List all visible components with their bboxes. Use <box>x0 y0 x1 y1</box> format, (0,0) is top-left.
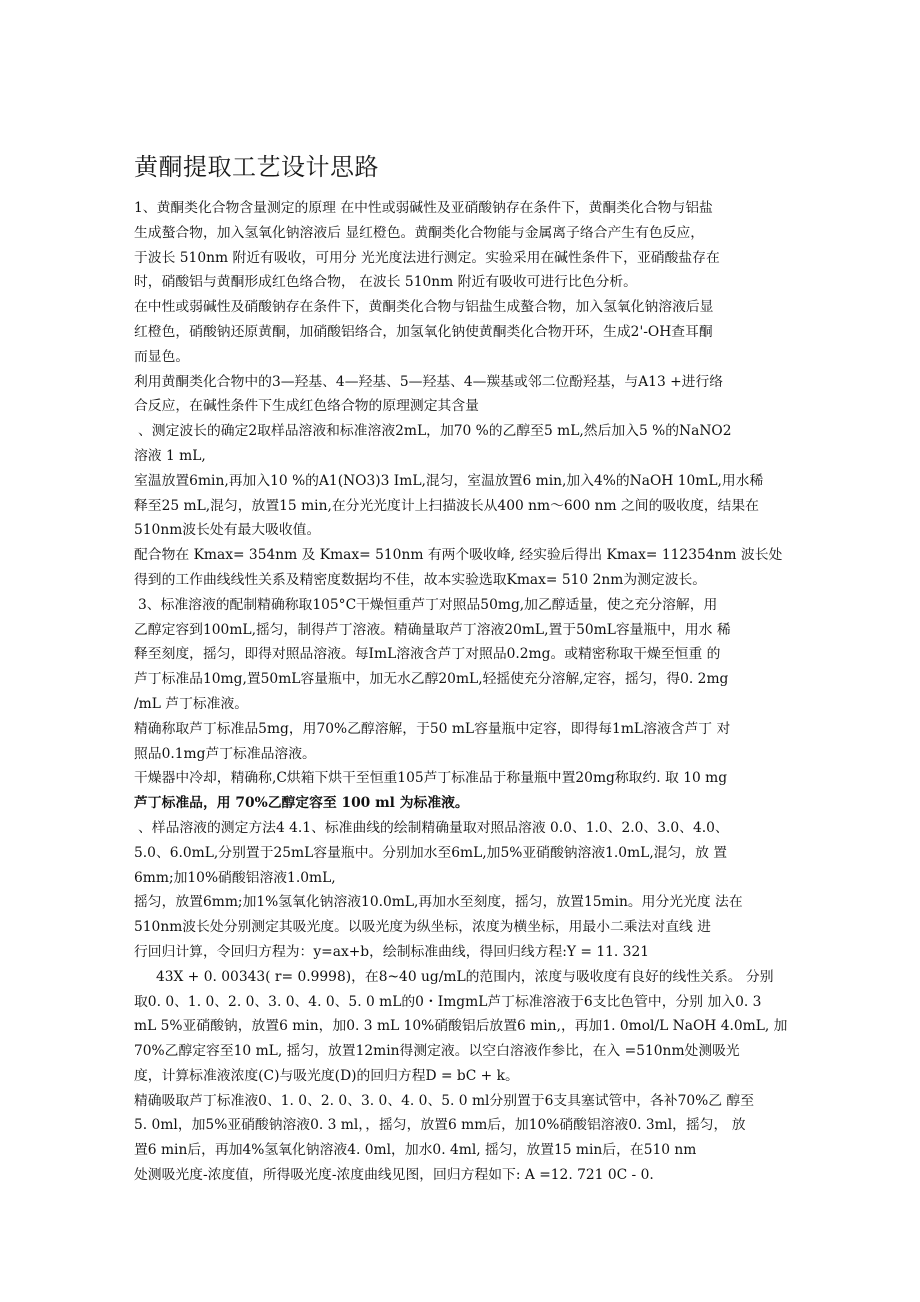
paragraph-line: 室温放置6min,再加入10 %的A1(NO3)3 ImL,混匀，室温放置6 min,加入4%的NaOH 10mL,用水稀 <box>134 472 764 489</box>
paragraph-line: 于波长 510nm 附近有吸收，可用分 光光度法进行测定。实验采用在碱性条件下，亚硝酸盐存在 <box>134 249 720 266</box>
paragraph-line: 510nm波长处分别测定其吸光度。以吸光度为纵坐标，浓度为横坐标，用最小二乘法对直线 进 <box>134 919 711 936</box>
paragraph-line: 芦丁标准品10mg,置50mL容量瓶中，加无水乙醇20mL,轻摇使充分溶解,定容，摇匀，得0. 2mg <box>134 671 729 688</box>
paragraph-line: 度，计算标准液浓度(C)与吸光度(D)的回归方程D = bC + k。 <box>134 1067 519 1084</box>
paragraph-line: 乙醇定容到100mL,摇匀，制得芦丁溶液。精确量取芦丁溶液20mL,置于50mL容量瓶中，用水 稀 <box>134 621 731 638</box>
paragraph-line: 精确吸取芦丁标准液0、1. 0、2. 0、3. 0、4. 0、5. 0 ml分别置于6支具塞试管中，各补70%乙 醇至 <box>134 1092 755 1109</box>
paragraph-line: 6mm;加10%硝酸铝溶液1.0mL, <box>134 869 336 886</box>
paragraph-line: 红橙色，硝酸钠还原黄酮，加硝酸铝络合，加氢氧化钠使黄酮类化合物开环，生成2'-OH查耳酮 <box>134 323 713 340</box>
paragraph-line: /mL 芦丁标准液。 <box>134 695 249 712</box>
paragraph-line: 配合物在 Kmax= 354nm 及 Kmax= 510nm 有两个吸收峰, 经实验后得出 Kmax= 112354nm 波长处 <box>134 547 783 564</box>
paragraph-line: 时，硝酸铝与黄酮形成红色络合物， 在波长 510nm 附近有吸收可进行比色分析。 <box>134 274 637 291</box>
paragraph-line: 510nm波长处有最大吸收值。 <box>134 522 321 539</box>
paragraph-line: 释至刻度，摇匀，即得对照品溶液。每ImL溶液含芦丁对照品0.2mg。或精密称取干燥至恒重 的 <box>134 646 721 663</box>
paragraph-line: 1、黄酮类化合物含量测定的原理 在中性或弱碱性及亚硝酸钠存在条件下，黄酮类化合物与铝盐 <box>134 200 713 216</box>
paragraph-line: mL 5%亚硝酸钠，放置6 min，加0. 3 mL 10%硝酸铝后放置6 min,，再加1. 0mol/L NaOH 4.0mL, 加 <box>134 1018 788 1035</box>
paragraph-line: 置6 min后，再加4%氢氧化钠溶液4. 0ml，加水0. 4ml, 摇匀，放置15 min后，在510 nm <box>134 1142 697 1159</box>
paragraph-line: 摇匀，放置6mm;加1%氢氧化钠溶液10.0mL,再加水至刻度，摇匀，放置15min。用分光光度 法在 <box>134 894 743 911</box>
paragraph-line: 行回归计算，令回归方程为：y=ax+b，绘制标准曲线，得回归线方程:Y = 11. 321 <box>134 943 650 960</box>
paragraph-line: 干燥器中冷却，精确称,C烘箱下烘干至恒重105芦丁标准品于称量瓶中置20mg称取约. 取 10 mg <box>134 770 728 787</box>
paragraph-line: 70%乙醇定容至10 mL, 摇匀，放置12min得测定液。以空白溶液作参比，在入 =510nm处测吸光 <box>134 1043 740 1060</box>
document-title: 黄酮提取工艺设计思路 <box>134 153 379 181</box>
paragraph-line: 在中性或弱碱性及硝酸钠存在条件下，黄酮类化合物与铝盐生成螯合物，加入氢氧化钠溶液后显 <box>134 299 714 316</box>
paragraph-line: 3、标准溶液的配制精确称取105°C干燥恒重芦丁对照品50mg,加乙醇适量，使之充分溶解，用 <box>138 596 718 613</box>
paragraph-line: 合反应，在碱性条件下生成红色络合物的原理测定其含量 <box>134 398 479 415</box>
paragraph-line: 生成螯合物，加入氢氧化钠溶液后 显红橙色。黄酮类化合物能与金属离子络合产生有色反应， <box>134 224 705 241</box>
paragraph-line: 而显色。 <box>134 348 190 365</box>
paragraph-line: 溶液 1 mL, <box>134 447 206 464</box>
paragraph-line: 精确称取芦丁标准品5mg，用70%乙醇溶解，于50 mL容量瓶中定容，即得每1mL溶液含芦丁 对 <box>134 720 731 737</box>
paragraph-line: 得到的工作曲线线性关系及精密度数据均不佳，故本实验选取Kmax= 510 2nm为测定波长。 <box>134 571 707 588</box>
paragraph-line: 43X + 0. 00343( r= 0.9998)，在8~40 ug/mL的范围内，浓度与吸收度有良好的线性关系。 分别 <box>156 968 774 985</box>
paragraph-line: 利用黄酮类化合物中的3—羟基、4—羟基、5—羟基、4—羰基或邻二位酚羟基，与A13 +进行络 <box>134 373 724 390</box>
paragraph-line: 照品0.1mg芦丁标准品溶液。 <box>134 745 316 762</box>
paragraph-line: 处测吸光度-浓度值，所得吸光度-浓度曲线见图，回归方程如下: A =12. 721 0C - 0. <box>134 1167 654 1184</box>
document-body <box>134 196 794 1188</box>
paragraph-line: 、测定波长的确定2取样品溶液和标准溶液2mL，加70 %的乙醇至5 mL,然后加入5 %的NaNO2 <box>138 423 732 440</box>
paragraph-line: 5. 0ml，加5%亚硝酸钠溶液0. 3 ml，，摇匀，放置6 mm后，加10%硝酸铝溶液0. 3ml，摇匀， 放 <box>134 1117 746 1134</box>
paragraph-line: 取0. 0、1. 0、2. 0、3. 0、4. 0、5. 0 mL的0・ImgmL芦丁标准溶液于6支比色管中，分别 加入0. 3 <box>134 993 762 1010</box>
paragraph-line: 5.0、6.0mL,分别置于25mL容量瓶中。分别加水至6mL,加5%亚硝酸钠溶液1.0mL,混匀，放 置 <box>134 844 728 861</box>
paragraph-line: 、样品溶液的测定方法4 4.1、标准曲线的绘制精确量取对照品溶液 0.0、1.0、2.0、3.0、4.0、 <box>138 819 729 836</box>
paragraph-line: 释至25 mL,混匀，放置15 min,在分光光度计上扫描波长从400 nm～600 nm 之间的吸收度，结果在 <box>134 497 759 514</box>
paragraph-line: 芦丁标准品，用 70%乙醇定容至 100 ml 为标准液。 <box>134 795 469 812</box>
